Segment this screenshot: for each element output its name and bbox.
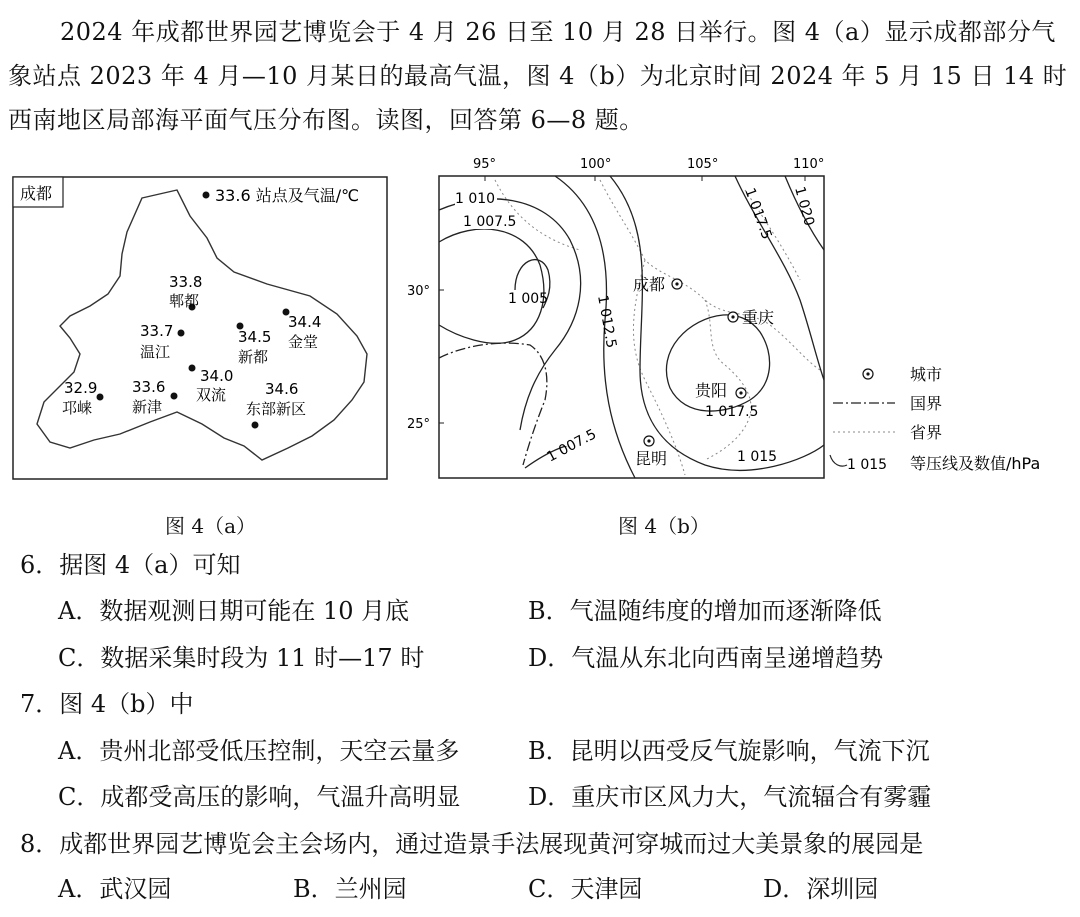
city-chongqing: 重庆 — [742, 308, 775, 327]
figure-4a-map — [12, 176, 388, 480]
label-dongbu: 东部新区 — [246, 400, 307, 418]
label-shuangliu: 双流 — [196, 386, 227, 404]
temp-wenjiang: 33.7 — [140, 322, 174, 340]
isobar-label-1005: 1 005 — [508, 291, 549, 307]
isobar-label-1010: 1 010 — [455, 191, 496, 207]
temp-pidu: 33.8 — [169, 273, 203, 291]
fig-a-legend-dot — [203, 192, 210, 199]
question-8-stem: 8．成都世界园艺博览会主会场内，通过造景手法展现黄河穿城而过大美景象的展园是 — [20, 830, 924, 858]
q7-option-d[interactable]: D．重庆市区风力大，气流辐合有雾霾 — [528, 783, 932, 811]
q8-option-a[interactable]: A．武汉园 — [58, 875, 172, 903]
fig-a-legend: 33.6 站点及气温/℃ — [215, 186, 360, 205]
isobar-label-1007-5-south: 1 007.5 — [544, 426, 600, 466]
q7-option-c[interactable]: C．成都受高压的影响，气温升高明显 — [58, 783, 461, 811]
figure-4b-caption: 图 4（b） — [618, 514, 710, 538]
lon-110: 110° — [793, 157, 825, 172]
city-guiyang: 贵阳 — [695, 381, 728, 400]
intro-paragraph: 2024 年成都世界园艺博览会于 4 月 26 日至 10 月 28 日举行。图 4（a）显示成都部分气象站点 2023 年 4 月—10 月某日的最高气温，图 4（b）为北京时间 2024 年 5 月 15 日 14 时西南地区局部海平面气压分布图。读图，回答第 6—8 题。 — [8, 18, 1068, 134]
temp-xindu: 34.5 — [238, 328, 272, 346]
legend-provincial-border-label: 省界 — [910, 423, 943, 442]
station-wenjiang — [178, 330, 185, 337]
q6-option-a[interactable]: A．数据观测日期可能在 10 月底 — [58, 597, 410, 625]
isobar-label-1007-5: 1 007.5 — [463, 214, 517, 230]
lon-105: 105° — [687, 157, 719, 172]
q6-option-c[interactable]: C．数据采集时段为 11 时—17 时 — [58, 644, 425, 672]
isobar-1015 — [610, 176, 824, 470]
isobar-label-1017-5-east: 1 017.5 — [741, 185, 775, 242]
q6-option-b[interactable]: B．气温随纬度的增加而逐渐降低 — [528, 597, 882, 625]
national-border — [439, 343, 547, 465]
q7-option-a[interactable]: A．贵州北部受低压控制，天空云量多 — [58, 737, 460, 765]
q7-option-b[interactable]: B．昆明以西受反气旋影响，气流下沉 — [528, 737, 930, 765]
label-pidu: 郫都 — [169, 292, 200, 310]
fig-a-corner-label: 成都 — [20, 184, 53, 203]
lat-30: 30° — [407, 284, 431, 299]
question-6-stem: 6．据图 4（a）可知 — [20, 551, 241, 579]
legend-isobar-symbol — [830, 455, 847, 466]
temp-jintang: 34.4 — [288, 313, 322, 331]
legend-isobar-label: 等压线及数值/hPa — [910, 454, 1041, 473]
isobar-label-1015: 1 015 — [737, 449, 778, 465]
lon-100: 100° — [580, 157, 612, 172]
label-wenjiang: 温江 — [140, 343, 171, 361]
city-kunming: 昆明 — [635, 449, 668, 468]
isobar-label-1017-5: 1 017.5 — [705, 404, 759, 420]
q8-option-b[interactable]: B．兰州园 — [293, 875, 407, 903]
isobar-1007-5 — [439, 229, 544, 343]
temp-dongbu: 34.6 — [265, 380, 299, 398]
figure-4a-caption: 图 4（a） — [165, 514, 257, 538]
q8-option-c[interactable]: C．天津园 — [528, 875, 643, 903]
lat-25: 25° — [407, 417, 431, 432]
station-dongbu — [252, 422, 259, 429]
legend-isobar-sample: 1 015 — [847, 457, 888, 473]
temp-shuangliu: 34.0 — [200, 367, 234, 385]
temp-xinjin: 33.6 — [132, 378, 166, 396]
city-chengdu: 成都 — [633, 275, 666, 294]
label-xinjin: 新津 — [132, 398, 163, 416]
station-shuangliu — [189, 365, 196, 372]
temp-qionglai: 32.9 — [64, 379, 98, 397]
q8-option-d[interactable]: D．深圳园 — [763, 875, 879, 903]
figure-4b-isobar-map — [405, 150, 1070, 490]
isobar-label-1012-5: 1 012.5 — [594, 293, 620, 350]
isobar-label-1020: 1 020 — [791, 184, 817, 228]
question-7-stem: 7．图 4（b）中 — [20, 690, 194, 718]
station-qionglai — [97, 394, 104, 401]
label-xindu: 新都 — [238, 348, 269, 366]
legend-national-border-label: 国界 — [910, 394, 943, 413]
label-qionglai: 邛崃 — [62, 399, 93, 417]
legend-city-label: 城市 — [910, 365, 943, 384]
lon-95: 95° — [473, 157, 497, 172]
q6-option-d[interactable]: D．气温从东北向西南呈递增趋势 — [528, 644, 884, 672]
label-jintang: 金堂 — [288, 333, 319, 351]
station-xinjin — [171, 393, 178, 400]
